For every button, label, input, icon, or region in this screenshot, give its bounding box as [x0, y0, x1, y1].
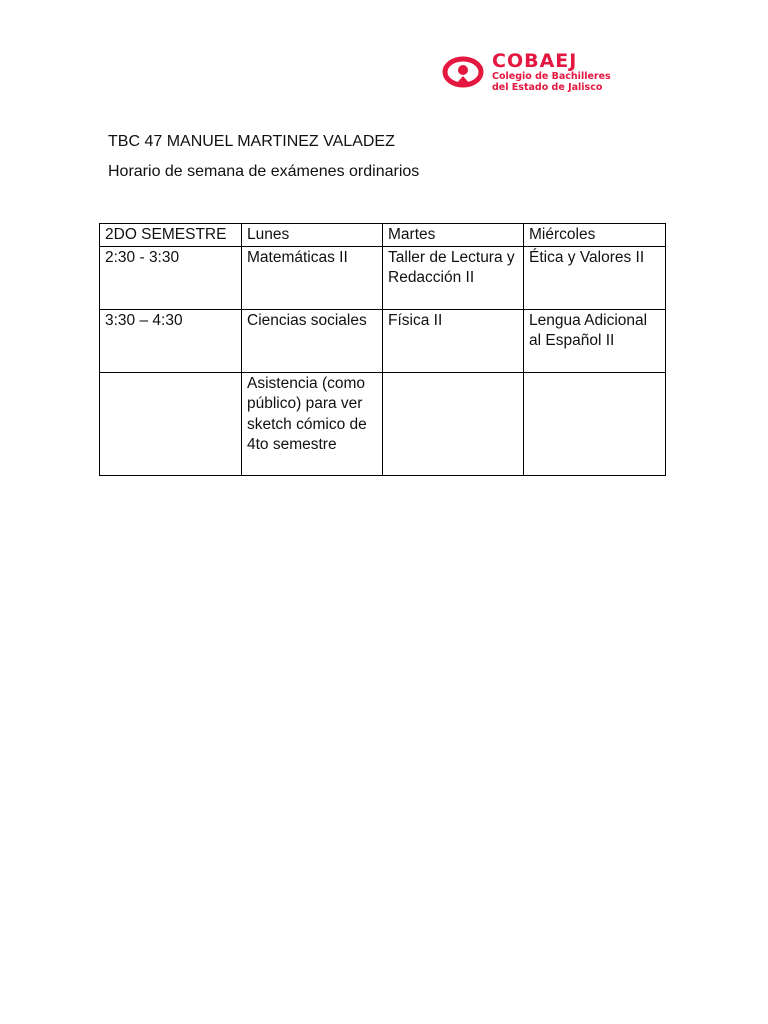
- table-cell: Asistencia (como público) para ver sketch cómico de 4to semestre: [242, 372, 383, 475]
- table-cell: Matemáticas II: [242, 246, 383, 309]
- table-cell: Lengua Adicional al Español II: [524, 309, 666, 372]
- cobaej-logo-icon: [440, 54, 486, 90]
- header-cell-martes: Martes: [383, 224, 524, 247]
- time-cell: [100, 372, 242, 475]
- logo-subtitle-line1: Colegio de Bachilleres: [492, 71, 611, 82]
- logo-text: [492, 52, 611, 92]
- logo-name: COBAEJ: [492, 50, 578, 72]
- table-cell: Ética y Valores II: [524, 246, 666, 309]
- header-cell-semester: 2DO SEMESTRE: [100, 224, 242, 247]
- table-row: [100, 309, 666, 372]
- table-cell: Taller de Lectura y Redacción II: [383, 246, 524, 309]
- school-name: TBC 47 MANUEL MARTINEZ VALADEZ: [108, 133, 395, 150]
- table-cell: Física II: [383, 309, 524, 372]
- header-cell-lunes: Lunes: [242, 224, 383, 247]
- time-cell: 3:30 – 4:30: [100, 309, 242, 372]
- table-cell: [524, 372, 666, 475]
- time-cell: 2:30 - 3:30: [100, 246, 242, 309]
- logo-subtitle-line2: del Estado de Jalisco: [492, 81, 603, 93]
- document-title: Horario de semana de exámenes ordinarios: [108, 163, 420, 180]
- table-header-row: [100, 224, 666, 247]
- cobaej-logo: [440, 52, 650, 92]
- table-cell: [383, 372, 524, 475]
- exam-schedule-table: [99, 223, 666, 476]
- header-cell-miercoles: Miércoles: [524, 224, 666, 247]
- table-row: [100, 246, 666, 309]
- table-row: [100, 372, 666, 475]
- table-cell: Ciencias sociales: [242, 309, 383, 372]
